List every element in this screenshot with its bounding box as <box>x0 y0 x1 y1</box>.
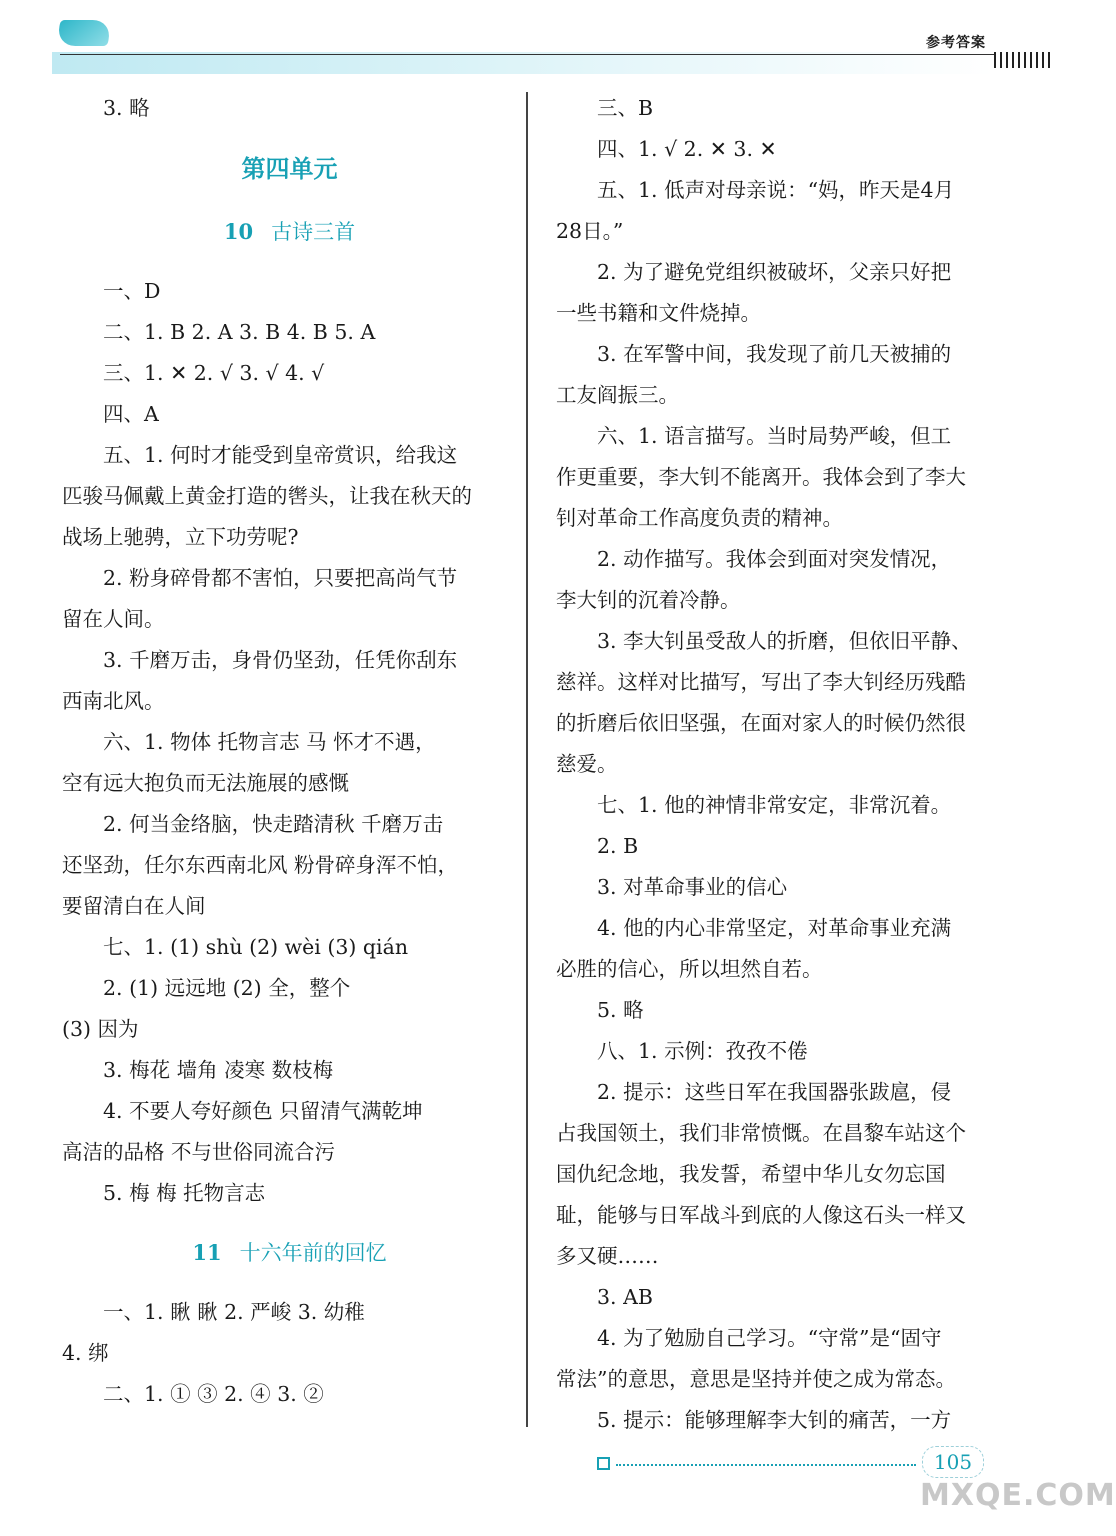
answer-line: 作更重要，李大钊不能离开。我体会到了李大 <box>556 465 966 489</box>
header-rule <box>60 54 995 55</box>
page-number: 105 <box>922 1446 984 1478</box>
answer-line: 四、1. √ 2. ✕ 3. ✕ <box>597 137 777 161</box>
answer-line: 2. 提示：这些日军在我国器张跋扈，侵 <box>597 1080 952 1104</box>
answer-line: 5. 梅 梅 托物言志 <box>103 1181 266 1205</box>
answer-line: 还坚劲，任尔东西南北风 粉骨碎身浑不怕， <box>62 853 459 877</box>
answer-line: 八、1. 示例：孜孜不倦 <box>597 1039 808 1063</box>
answer-line: 3. 对革命事业的信心 <box>597 875 788 899</box>
answer-line: 一些书籍和文件烧掉。 <box>556 301 761 325</box>
answer-line: 六、1. 语言描写。当时局势严峻，但工 <box>597 424 952 448</box>
answer-line: 4. 绑 <box>62 1341 109 1365</box>
answer-line: 常法”的意思，意思是坚持并使之成为常态。 <box>556 1367 956 1391</box>
answer-line: 五、1. 何时才能受到皇帝赏识，给我这 <box>103 443 458 467</box>
answer-line: 工友阎振三。 <box>556 383 679 407</box>
answer-line: 要留清白在人间 <box>62 894 206 918</box>
answer-line: 2. 动作描写。我体会到面对突发情况， <box>597 547 952 571</box>
right-column <box>556 88 1011 1441</box>
watermark: MXQE.COM <box>920 1478 1116 1513</box>
answer-line: 一、1. 瞅 瞅 2. 严峻 3. 幼稚 <box>103 1300 365 1324</box>
answer-line: 四、A <box>103 402 159 426</box>
answer-line: 留在人间。 <box>62 607 165 631</box>
answer-line: 必胜的信心，所以坦然自若。 <box>556 957 823 981</box>
answer-line: 慈祥。这样对比描写，写出了李大钊经历残酷 <box>556 670 966 694</box>
answer-line: 5. 提示：能够理解李大钊的痛苦，一方 <box>597 1408 952 1432</box>
answer-line: 一、D <box>103 279 161 303</box>
header-band <box>52 52 995 74</box>
book-logo-icon <box>55 20 113 46</box>
answer-line: 七、1. 他的神情非常安定，非常沉着。 <box>597 793 952 817</box>
answer-line: 2. 为了避免党组织被破坏，父亲只好把 <box>597 260 952 284</box>
barcode-decoration <box>994 52 1050 68</box>
answer-line: 三、1. ✕ 2. √ 3. √ 4. √ <box>103 361 325 385</box>
header-title: 参考答案 <box>926 35 986 51</box>
answer-line: 3. 李大钊虽受敌人的折磨，但依旧平静、 <box>597 629 972 653</box>
answer-line: 的折磨后依旧坚强，在面对家人的时候仍然很 <box>556 711 966 735</box>
answer-line: 二、1. B 2. A 3. B 4. B 5. A <box>103 320 376 344</box>
column-divider <box>526 92 528 1427</box>
footer-square-icon <box>597 1457 610 1470</box>
answer-line: 六、1. 物体 托物言志 马 怀才不遇， <box>103 730 436 754</box>
answer-line: 4. 不要人夸好颜色 只留清气满乾坤 <box>103 1099 423 1123</box>
answer-line: 匹骏马佩戴上黄金打造的辔头，让我在秋天的 <box>62 484 472 508</box>
answer-line: 2. 粉身碎骨都不害怕，只要把高尚气节 <box>103 566 458 590</box>
answer-line: 4. 为了勉励自己学习。“守常”是“固守 <box>597 1326 942 1350</box>
answer-line: 3. AB <box>597 1285 653 1309</box>
answer-line: 二、1. ① ③ 2. ④ 3. ② <box>103 1382 324 1406</box>
answer-line: 西南北风。 <box>62 689 165 713</box>
answer-line: 3. 略 <box>103 96 150 120</box>
answer-line: 空有远大抱负而无法施展的感慨 <box>62 771 349 795</box>
answer-line: 2. (1) 远远地 (2) 全，整个 <box>103 976 351 1000</box>
lesson-title <box>62 211 517 253</box>
footer-dotted-rule <box>616 1464 916 1466</box>
answer-line: 耻，能够与日军战斗到底的人像这石头一样又 <box>556 1203 966 1227</box>
answer-line: 3. 梅花 墙角 凌寒 数枝梅 <box>103 1058 334 1082</box>
answer-line: 三、B <box>597 96 654 120</box>
left-column <box>62 88 517 1415</box>
answer-line: 2. 何当金络脑，快走踏清秋 千磨万击 <box>103 812 444 836</box>
answer-line: 七、1. (1) shù (2) wèi (3) qián <box>103 935 409 959</box>
answer-line: 4. 他的内心非常坚定，对革命事业充满 <box>597 916 952 940</box>
answer-line: 3. 千磨万击，身骨仍坚劲，任凭你刮东 <box>103 648 458 672</box>
lesson-number: 11 <box>192 1240 222 1265</box>
lesson-name: 十六年前的回忆 <box>239 1241 387 1265</box>
answer-line: 占我国领土，我们非常愤慨。在昌黎车站这个 <box>556 1121 966 1145</box>
answer-line: 五、1. 低声对母亲说：“妈，昨天是4月 <box>597 178 955 202</box>
answer-line: 28日。” <box>556 219 624 243</box>
answer-line: 多又硬…… <box>556 1244 659 1268</box>
answer-line: 国仇纪念地，我发誓，希望中华儿女勿忘国 <box>556 1162 946 1186</box>
answer-line: 钊对革命工作高度负责的精神。 <box>556 506 843 530</box>
answer-line: 慈爱。 <box>556 752 618 776</box>
answer-line: 2. B <box>597 834 639 858</box>
answer-line: 5. 略 <box>597 998 644 1022</box>
lesson-title <box>62 1232 517 1274</box>
answer-line: 3. 在军警中间，我发现了前几天被捕的 <box>597 342 952 366</box>
answer-line: 李大钊的沉着冷静。 <box>556 588 741 612</box>
unit-title: 第四单元 <box>241 154 338 183</box>
answer-line: 战场上驰骋，立下功劳呢? <box>62 525 299 549</box>
answer-line: (3) 因为 <box>62 1017 139 1041</box>
lesson-name: 古诗三首 <box>271 220 356 244</box>
answer-line: 高洁的品格 不与世俗同流合污 <box>62 1140 336 1164</box>
lesson-number: 10 <box>223 219 254 244</box>
